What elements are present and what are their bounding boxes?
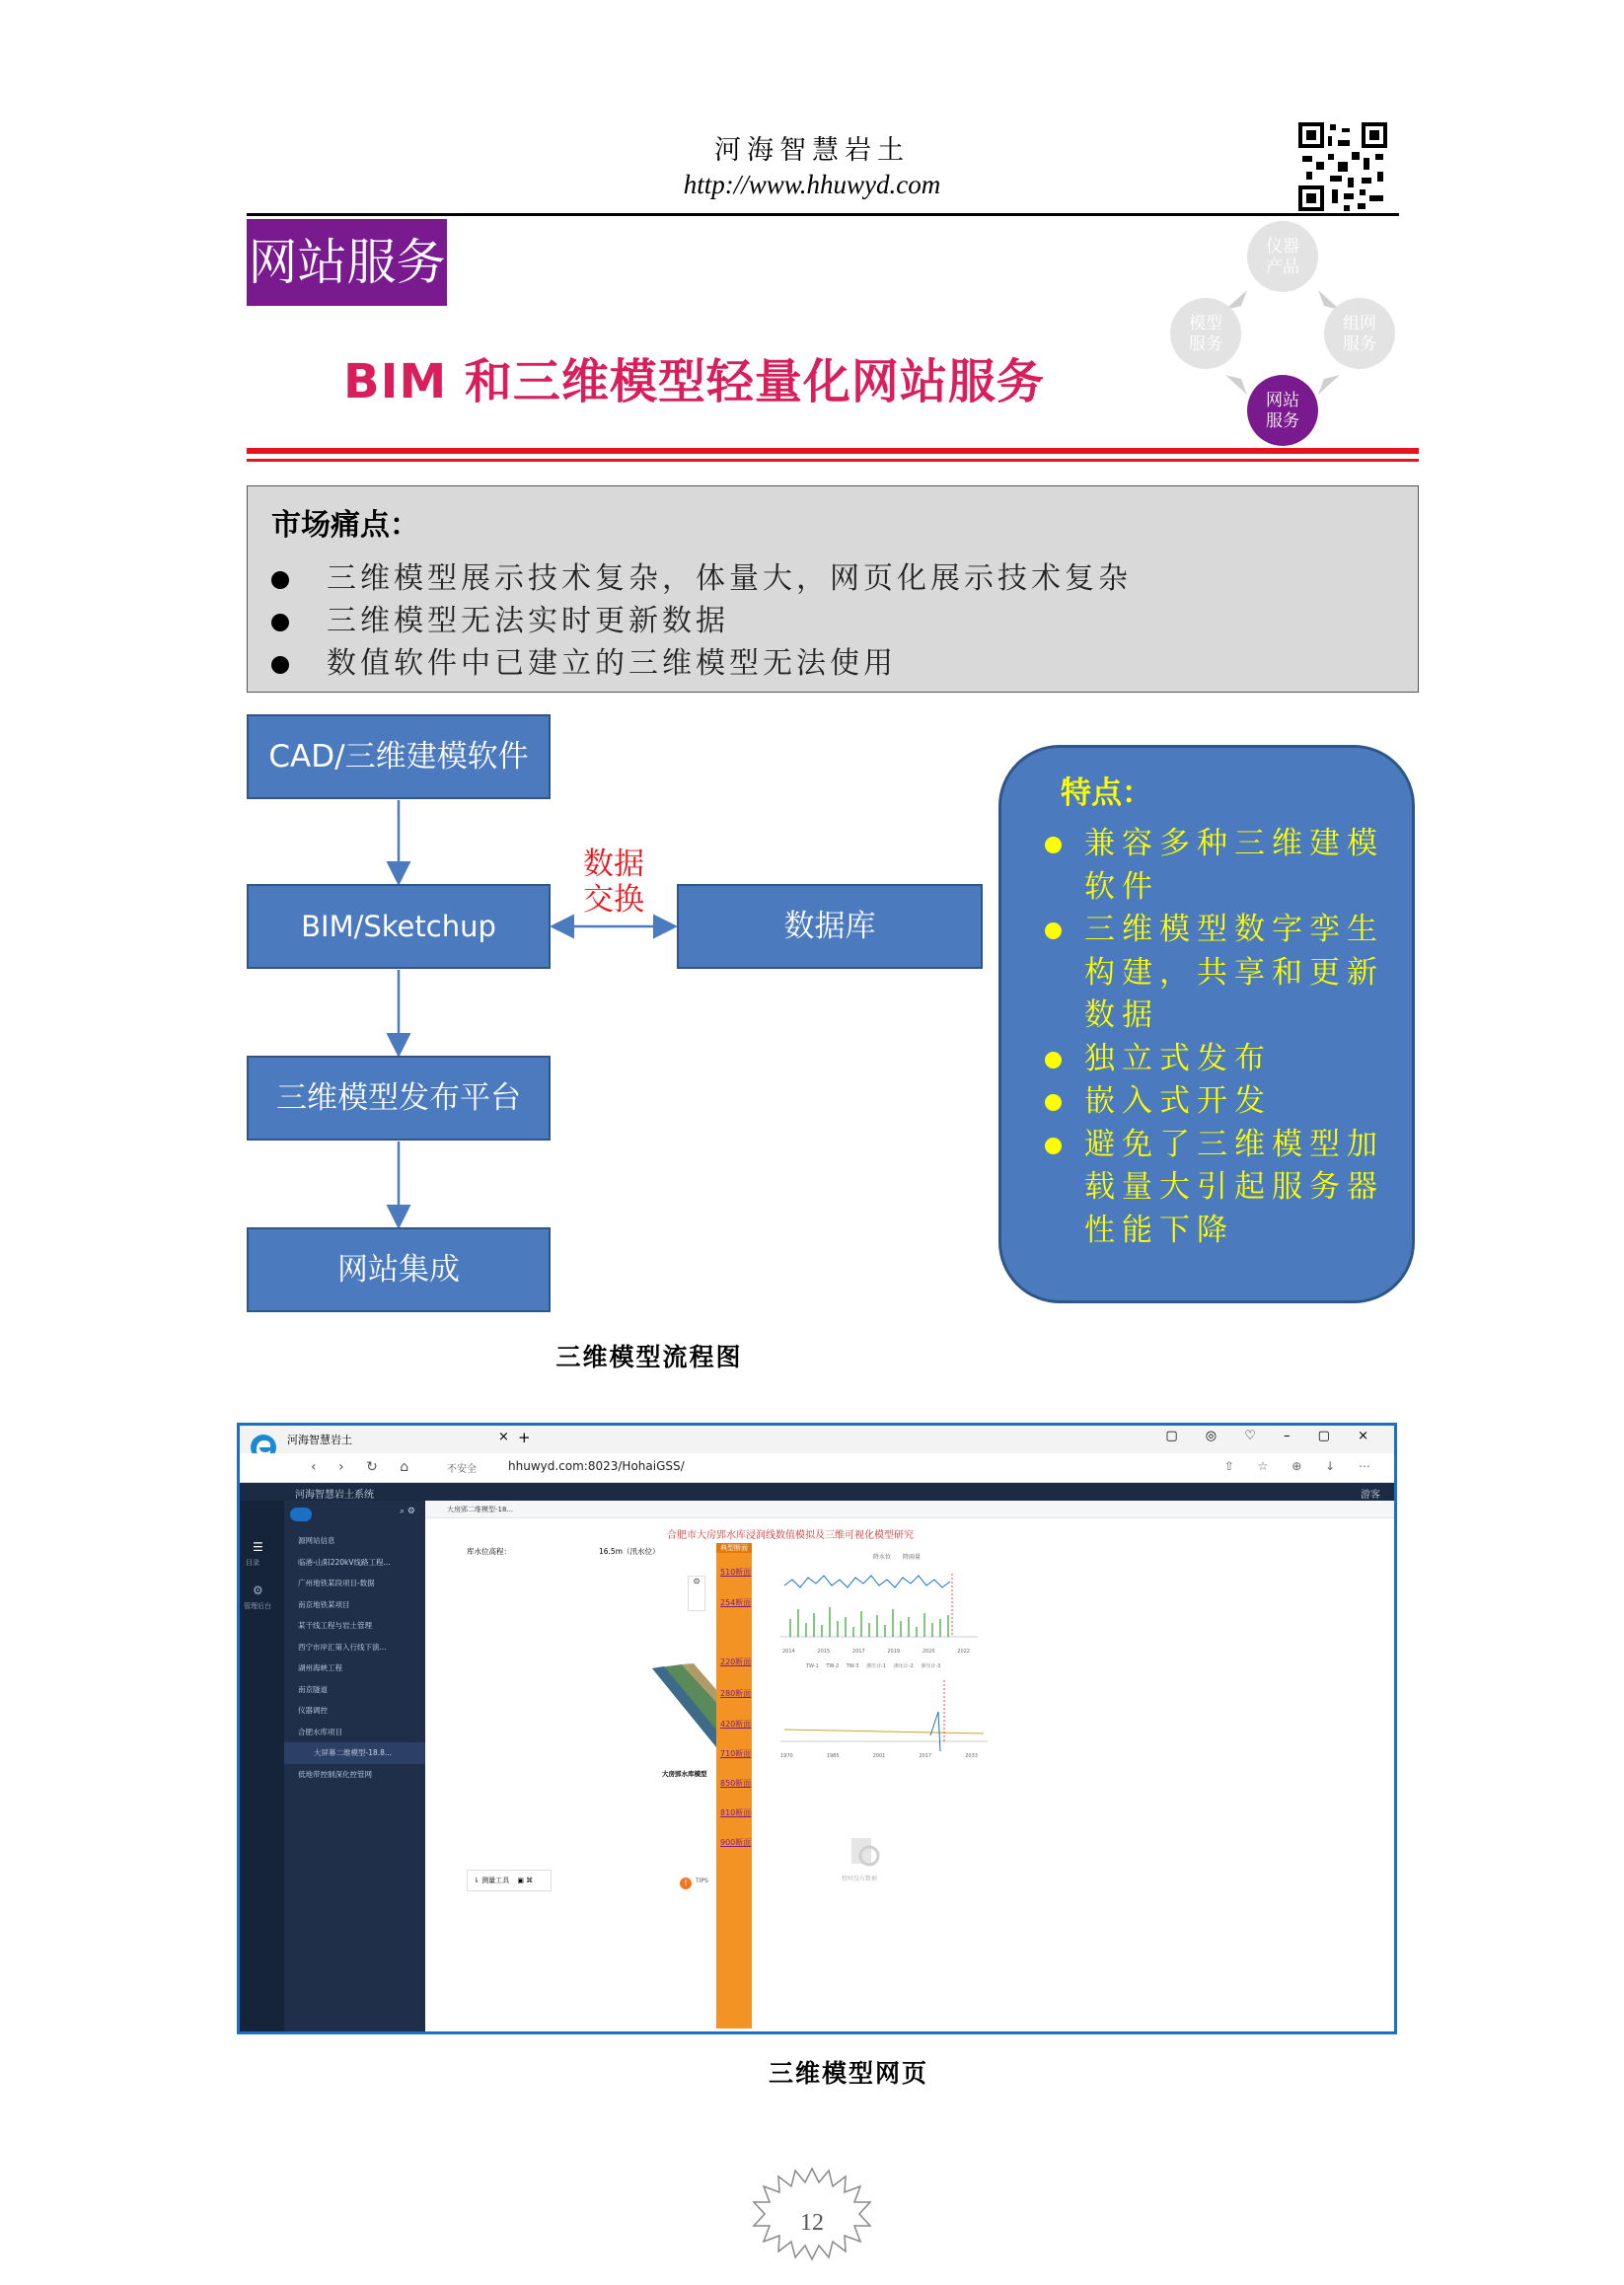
- rail-item-catalog[interactable]: 目录: [246, 1559, 259, 1567]
- water-level-label: 库水位高程：: [467, 1547, 511, 1556]
- ruler-icon[interactable]: ⇂: [474, 1877, 480, 1884]
- section-link[interactable]: 280断面: [720, 1689, 752, 1698]
- legend-item: 降水位: [873, 1554, 892, 1561]
- list-item[interactable]: 低地带控制深化控管网: [298, 1769, 372, 1779]
- tree-filter-button[interactable]: [290, 1508, 312, 1521]
- address-bar: [240, 1453, 1394, 1483]
- gear-icon[interactable]: ⚙: [253, 1584, 263, 1597]
- feature-item: 兼容多种三维建模软件: [1084, 826, 1384, 905]
- tree-toolbar: [284, 1501, 425, 1530]
- tick-label: 1985: [826, 1753, 840, 1759]
- legend-item: TW-1: [806, 1663, 819, 1669]
- market-pain-box: [247, 485, 1419, 693]
- bullet-icon: [1045, 837, 1062, 853]
- flow-box-bim-label: BIM/Sketchup: [301, 910, 496, 943]
- list-item[interactable]: 南京隧道: [298, 1684, 328, 1694]
- left-rail: [240, 1501, 284, 2034]
- flow-box-bim: [247, 884, 551, 969]
- tick-label: 1970: [780, 1753, 793, 1759]
- bullet-icon: [1045, 1138, 1062, 1154]
- menu-icon[interactable]: ☰: [253, 1540, 263, 1554]
- list-item[interactable]: 源网站信息: [298, 1536, 335, 1545]
- chart-title: 合肥市大房郢水库浸润线数值模拟及三维可视化模型研究: [667, 1530, 914, 1541]
- breadcrumb[interactable]: 大房郢二维模型-18...: [425, 1501, 1397, 1518]
- feature-item: 独立式发布: [1084, 1040, 1272, 1076]
- list-item[interactable]: 临港-山阳220kV线路工程...: [298, 1557, 391, 1567]
- section-tag: 网站服务: [247, 219, 447, 306]
- tips-label[interactable]: TIPS: [696, 1878, 708, 1884]
- feature-item: 三维模型数字孪生构建，共享和更新数据: [1084, 912, 1384, 1033]
- web-screenshot: [237, 1423, 1397, 2034]
- list-item: [1027, 1038, 1402, 1081]
- features-panel: [998, 745, 1415, 1303]
- legend-item: 降雨量: [902, 1554, 921, 1561]
- list-item: [271, 642, 1132, 685]
- market-pain-item: 三维模型无法实时更新数据: [327, 604, 729, 638]
- market-pain-list: [271, 557, 1132, 685]
- bottom-chart: [780, 1672, 988, 1751]
- features-list: [1027, 823, 1402, 1252]
- title-rule-thin: [247, 459, 1419, 462]
- market-pain-heading: 市场痛点：: [271, 508, 419, 543]
- tick-label: 2001: [872, 1753, 886, 1759]
- bottom-chart-legend: [806, 1662, 940, 1669]
- flow-box-cad: [247, 714, 551, 799]
- tick-label: 2015: [817, 1649, 831, 1655]
- data-exchange-label: [578, 847, 649, 918]
- list-item[interactable]: 西宁市岸汇第入行线下演...: [298, 1642, 387, 1652]
- rail-item-admin[interactable]: 管理后台: [244, 1602, 271, 1610]
- features-heading: 特点：: [1061, 775, 1152, 811]
- cycle-item-model: 模型: [1189, 314, 1222, 333]
- app-header: [240, 1483, 1394, 1501]
- caption-flow: 三维模型流程图: [555, 1343, 743, 1371]
- list-item: [271, 557, 1132, 600]
- security-indicator[interactable]: 不安全: [447, 1464, 477, 1475]
- tick-label: 2017: [851, 1649, 865, 1655]
- bullet-icon: [271, 614, 289, 631]
- header-org-name: 河海智慧岩土: [714, 135, 910, 166]
- market-pain-item: 三维模型展示技术复杂，体量大，网页化展示技术复杂: [327, 561, 1132, 596]
- title-rule-thick: [247, 448, 1419, 454]
- user-name[interactable]: 游客: [1361, 1490, 1380, 1501]
- section-link[interactable]: 900断面: [720, 1838, 752, 1847]
- bullet-icon: [271, 656, 289, 674]
- cycle-item-model-2: 服务: [1189, 334, 1222, 354]
- flow-box-database-label: 数据库: [783, 909, 876, 944]
- bottom-chart-x-axis: [780, 1753, 978, 1759]
- measure-tool-label: 测量工具: [481, 1877, 510, 1884]
- list-item[interactable]: 仪器调控: [298, 1706, 328, 1715]
- section-link[interactable]: 220断面: [720, 1658, 752, 1666]
- bullet-icon: [271, 571, 289, 589]
- flow-box-cad-label: CAD/三维建模软件: [268, 739, 529, 774]
- section-header: 典型断面: [716, 1543, 752, 1553]
- service-cycle-diagram: [1164, 219, 1401, 446]
- tick-label: 2020: [922, 1649, 935, 1655]
- cycle-item-instrument-2: 产品: [1266, 258, 1299, 277]
- page-number: 12: [800, 2210, 824, 2236]
- model-content-area: [425, 1501, 1397, 2034]
- flow-box-publish: [247, 1056, 551, 1141]
- legend-item: TW-2: [826, 1663, 840, 1669]
- page-title: BIM 和三维模型轻量化网站服务: [343, 354, 1045, 409]
- tick-label: 2022: [957, 1649, 970, 1655]
- tips-icon[interactable]: !: [680, 1878, 692, 1889]
- section-link[interactable]: 510断面: [720, 1568, 752, 1577]
- flow-box-database: [677, 884, 983, 969]
- close-tab-icon[interactable]: ×: [498, 1430, 509, 1444]
- url-field[interactable]: hhuwyd.com:8023/HohaiGSS/: [508, 1459, 685, 1473]
- cycle-item-website-2: 服务: [1266, 411, 1299, 431]
- cycle-item-website: 网站: [1266, 391, 1299, 410]
- qr-code-icon: [1298, 122, 1387, 211]
- cycle-item-network-2: 服务: [1343, 334, 1376, 354]
- list-item: [271, 600, 1132, 642]
- caption-web: 三维模型网页: [768, 2059, 928, 2088]
- list-item[interactable]: 某干线工程与岩土管理: [298, 1621, 372, 1630]
- bullet-icon: [1045, 1094, 1062, 1111]
- legend-item: 渗压计-2: [893, 1663, 914, 1669]
- no-data-label: 暂时没有数据: [842, 1876, 878, 1882]
- list-item: [1027, 1124, 1402, 1253]
- window-controls[interactable]: ▢ ◎ ♡ – ▢ ×: [1165, 1429, 1380, 1443]
- top-chart: [780, 1560, 978, 1647]
- empty-data-icon: [846, 1832, 885, 1872]
- water-level-value: 16.5m（汛水位）: [599, 1547, 660, 1556]
- tick-label: 2033: [965, 1753, 978, 1759]
- list-item[interactable]: 大屏幕二维模型-18.8...: [284, 1742, 425, 1764]
- flow-box-web: [247, 1227, 551, 1312]
- toolbox-icon[interactable]: ▣ ⌘: [517, 1877, 534, 1884]
- legend-item: 渗压计-3: [921, 1663, 941, 1669]
- search-icon[interactable]: ⌕ ⚙: [400, 1507, 415, 1516]
- list-item[interactable]: 广州地铁某段项目-数据: [298, 1579, 375, 1587]
- list-item[interactable]: 合肥水库项目: [298, 1727, 342, 1736]
- project-tree: [284, 1501, 425, 2034]
- section-link[interactable]: 710断面: [720, 1749, 752, 1758]
- data-exchange-line2: 交换: [583, 882, 644, 918]
- header-url[interactable]: http://www.hhuwyd.com: [683, 170, 941, 199]
- tab-title[interactable]: 河海智慧岩土: [287, 1434, 352, 1446]
- flow-box-web-label: 网站集成: [337, 1252, 460, 1288]
- data-exchange-line1: 数据: [583, 847, 644, 882]
- bullet-icon: [1045, 1052, 1062, 1069]
- browser-toolbar-icons[interactable]: ⇧ ☆ ⊕ ↓ ⋯: [1223, 1459, 1380, 1473]
- feature-item: 避免了三维模型加载量大引起服务器性能下降: [1084, 1126, 1384, 1248]
- section-link[interactable]: 420断面: [720, 1720, 752, 1729]
- section-link[interactable]: 850断面: [720, 1779, 752, 1788]
- top-chart-x-axis: [782, 1649, 970, 1655]
- nav-buttons[interactable]: ‹ › ↻ ⌂: [311, 1459, 418, 1475]
- list-item[interactable]: 南京地铁某项目: [298, 1599, 350, 1609]
- tick-label: 2019: [887, 1649, 901, 1655]
- cycle-item-network: 组网: [1343, 314, 1376, 333]
- compass-control-icon[interactable]: ⊙: [688, 1576, 705, 1611]
- legend-item: TW-3: [846, 1663, 859, 1669]
- header-rule: [247, 213, 1399, 216]
- section-link[interactable]: 254断面: [720, 1598, 752, 1607]
- new-tab-icon[interactable]: +: [518, 1429, 531, 1446]
- model-label: 大房郢水库模型: [662, 1770, 707, 1778]
- list-item: [1027, 1080, 1402, 1124]
- list-item[interactable]: 湖州海峡工程: [298, 1663, 342, 1672]
- app-name: 河海智慧岩土系统: [295, 1490, 374, 1501]
- section-link[interactable]: 810断面: [720, 1808, 752, 1817]
- market-pain-item: 数值软件中已建立的三维模型无法使用: [327, 646, 897, 681]
- browser-tab-bar: [240, 1426, 1394, 1453]
- list-item: [1027, 909, 1402, 1038]
- tick-label: 2017: [919, 1753, 932, 1759]
- cycle-item-instrument: 仪器: [1266, 237, 1299, 257]
- tick-label: 2014: [782, 1649, 795, 1655]
- legend-item: 渗压计-1: [866, 1663, 887, 1669]
- flow-box-publish-label: 三维模型发布平台: [276, 1080, 521, 1116]
- bullet-icon: [1045, 922, 1062, 939]
- feature-item: 嵌入式开发: [1084, 1083, 1272, 1119]
- list-item: [1027, 823, 1402, 909]
- section-bar: [716, 1544, 752, 2028]
- measure-toolbar[interactable]: [467, 1870, 552, 1891]
